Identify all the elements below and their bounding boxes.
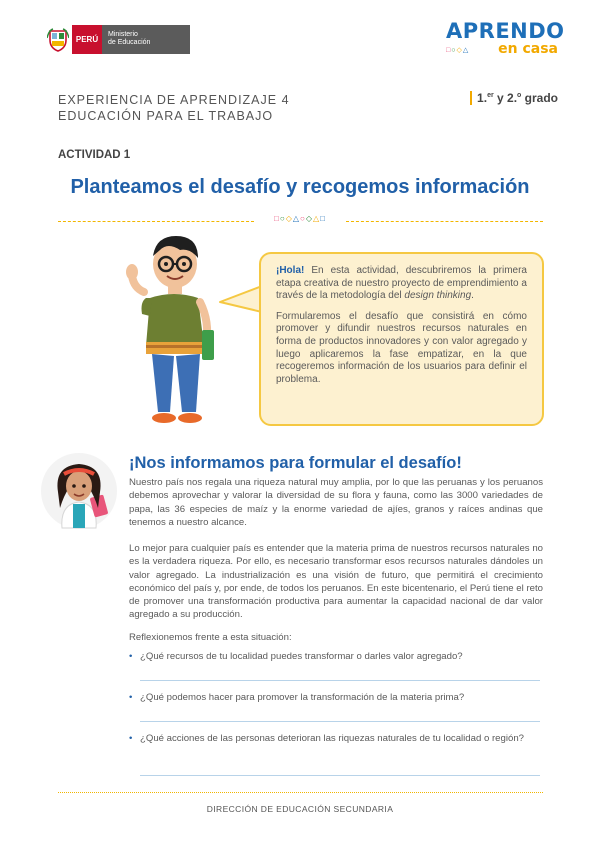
body-paragraph-3: Reflexionemos frente a esta situación: — [129, 632, 292, 643]
boy-character-illustration — [120, 232, 230, 434]
footer-divider — [58, 792, 543, 793]
body-paragraph-1: Nuestro país nos regala una riqueza natural muy amplia, por lo que las peruanas y los peruanos debemos aprovechar y valorar la diversidad de su flora y fauna, como las 3000 variedades de papa, las 36 especies de maíz y la enorme variedad de ajíes, granos y raíces andinas que tenemos a nuestro alcance. — [129, 477, 543, 528]
logo-shapes-icon: □○◇△ — [446, 47, 470, 54]
bubble-paragraph-intro: ¡Hola! En esta actividad, descubriremos la primera etapa creativa de nuestro proyecto de emprendimiento a través de la metodología del design thinking. — [276, 265, 527, 302]
aprendo-en-casa-logo — [446, 19, 565, 60]
bullet-icon: • — [129, 692, 133, 703]
answer-line[interactable] — [140, 775, 540, 776]
logo-aprendo-text: APRENDO — [446, 19, 565, 43]
answer-line[interactable] — [140, 680, 540, 681]
question-item: • ¿Qué acciones de las personas deterioran las riquezas naturales de tu localidad o región? — [129, 733, 524, 744]
bubble-paragraph-challenge: Formularemos el desafío que consistirá en cómo promover y difundir nuestros recursos naturales en forma de productos innovadores y con valor agregado y luego aplicaremos la fase empatizar, en la que recogeremos información de los usuarios para definir el problema. — [276, 310, 527, 385]
footer-text: DIRECCIÓN DE EDUCACIÓN SECUNDARIA — [206, 804, 394, 814]
divider-right — [346, 221, 543, 222]
divider-shapes-icon: □○◇△○◇△□ — [274, 214, 326, 223]
answer-line[interactable] — [140, 721, 540, 722]
speech-bubble — [259, 252, 544, 426]
question-item: • ¿Qué podemos hacer para promover la transformación de la materia prima? — [129, 692, 465, 703]
girl-character-avatar — [40, 452, 118, 530]
grade-label: 1.$^{er}$ y 2.$^o$ grado — [470, 91, 558, 105]
government-logo — [44, 25, 190, 54]
section-title: ¡Nos informamos para formular el desafío! — [129, 454, 462, 472]
speech-bubble-tail — [218, 280, 262, 320]
coat-of-arms-icon — [44, 25, 72, 54]
divider-left — [58, 221, 254, 222]
bullet-icon: • — [129, 733, 133, 744]
peru-label: PERÚ — [72, 25, 102, 54]
bullet-icon: • — [129, 651, 133, 662]
body-paragraph-2: Lo mejor para cualquier país es entender que la materia prima de nuestros recursos naturales no es la verdadera riqueza. Por ello, es necesario transformar esos recursos naturales dándoles un valor agregado. La industrialización es una visión de futuro, que permitirá el crecimiento económico del país y, por ende, de todos los peruanos. En este bicentenario, el Perú tiene el reto de promover una transformación productiva para aumentar la capacidad nacional de dar valor agregado a su producción. — [129, 543, 543, 621]
activity-label: ACTIVIDAD 1 — [58, 149, 131, 161]
question-item: • ¿Qué recursos de tu localidad puedes transformar o darles valor agregado? — [129, 651, 463, 662]
logo-en-casa-text: en casa — [498, 41, 558, 57]
ministry-label: Ministerio de Educación — [102, 25, 190, 54]
page-title: Planteamos el desafío y recogemos información — [70, 176, 530, 198]
experience-heading: EXPERIENCIA DE APRENDIZAJE 4 EDUCACIÓN PARA EL TRABAJO — [58, 93, 290, 123]
